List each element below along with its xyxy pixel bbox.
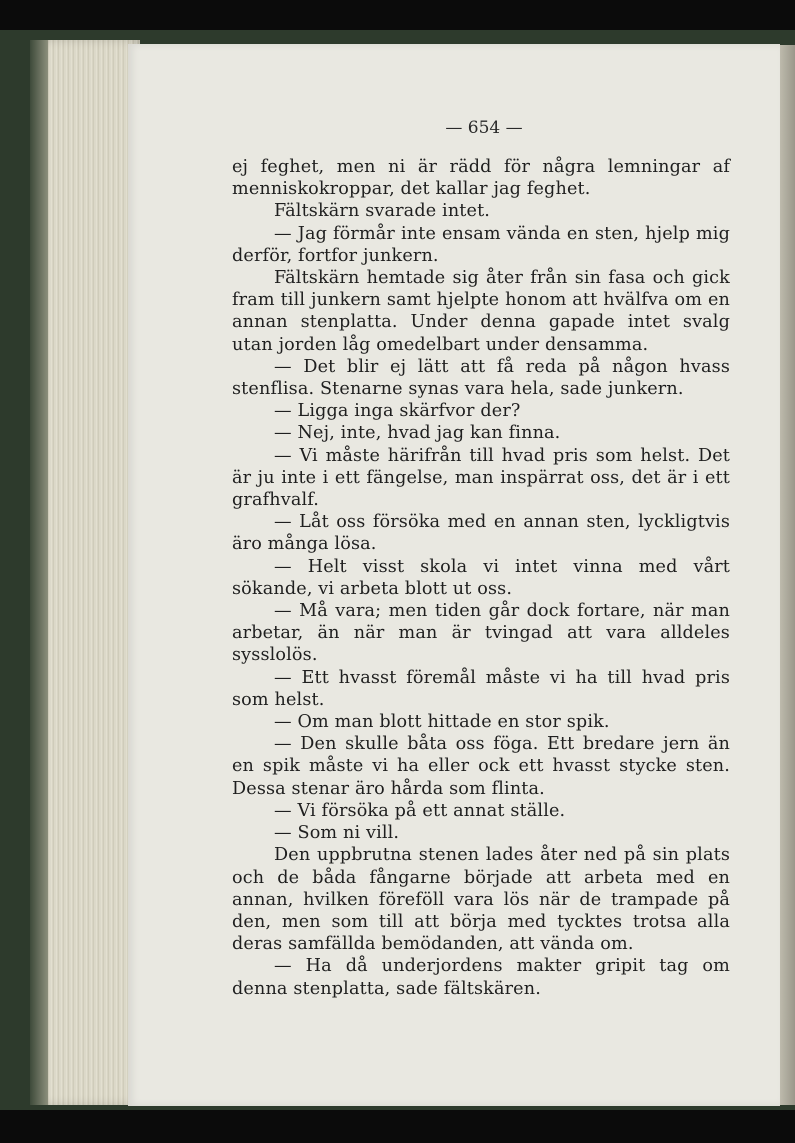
paragraph: Fältskärn svarade intet. — [274, 201, 491, 222]
paragraph: — Vi måste härifrån till hvad pris som helst. Det är ju inte i ett fängelse, man inspärrat oss, det är i ett grafhvalf. — [232, 445, 730, 511]
paragraph: — Ligga inga skärfvor der? — [274, 401, 521, 422]
paragraph: — Som ni vill. — [274, 823, 400, 844]
paragraph: — Om man blott hittade en stor spik. — [274, 712, 610, 733]
page-number: — 654 — — [445, 118, 523, 138]
paragraph: — Nej, inte, hvad jag kan finna. — [274, 423, 561, 444]
paragraph: — Helt visst skola vi intet vinna med vårt sökande, vi arbeta blott ut oss. — [232, 556, 730, 599]
paragraph: — Vi försöka på ett annat ställe. — [274, 800, 566, 821]
paragraph: — Låt oss försöka med en annan sten, lyckligtvis äro många lösa. — [232, 512, 730, 555]
paragraph: Den uppbrutna stenen lades åter ned på sin plats och de båda fångarne började att arbeta med en annan, hvilken föreföll vara lös när de trampade på den, men som till att börja med tycktes trotsa alla deras samfällda bemödanden, att vända om. — [232, 845, 730, 955]
page-edges — [30, 40, 140, 1105]
page-text — [232, 156, 730, 1000]
paragraph: — Den skulle båta oss föga. Ett bredare jern än en spik måste vi ha eller ock ett hvasst stycke sten. Dessa stenar äro hårda som flinta. — [232, 734, 730, 799]
paragraph: — Jag förmår inte ensam vända en sten, hjelp mig derför, fortfor junkern. — [232, 223, 730, 266]
paragraph: ej feghet, men ni är rädd för några lemningar af menniskokroppar, det kallar jag feghet. — [232, 157, 730, 200]
book-page — [128, 44, 780, 1106]
paragraph: Fältskärn hemtade sig åter från sin fasa och gick fram till junkern samt hjelpte honom att hvälfva om en annan stenplatta. Under denna gapade intet svalg utan jorden låg omedelbart under densamma. — [232, 268, 730, 355]
paragraph: — Ha då underjordens makter gripit tag om denna stenplatta, sade fältskären. — [232, 956, 730, 999]
paragraph: — Må vara; men tiden går dock fortare, när man arbetar, än när man är tvingad att vara alldeles sysslolös. — [232, 601, 730, 666]
paragraph: — Ett hvasst föremål måste vi ha till hvad pris som helst. — [232, 667, 730, 710]
paragraph: — Det blir ej lätt att få reda på någon hvass stenflisa. Stenarne synas vara hela, sade junkern. — [232, 356, 730, 400]
